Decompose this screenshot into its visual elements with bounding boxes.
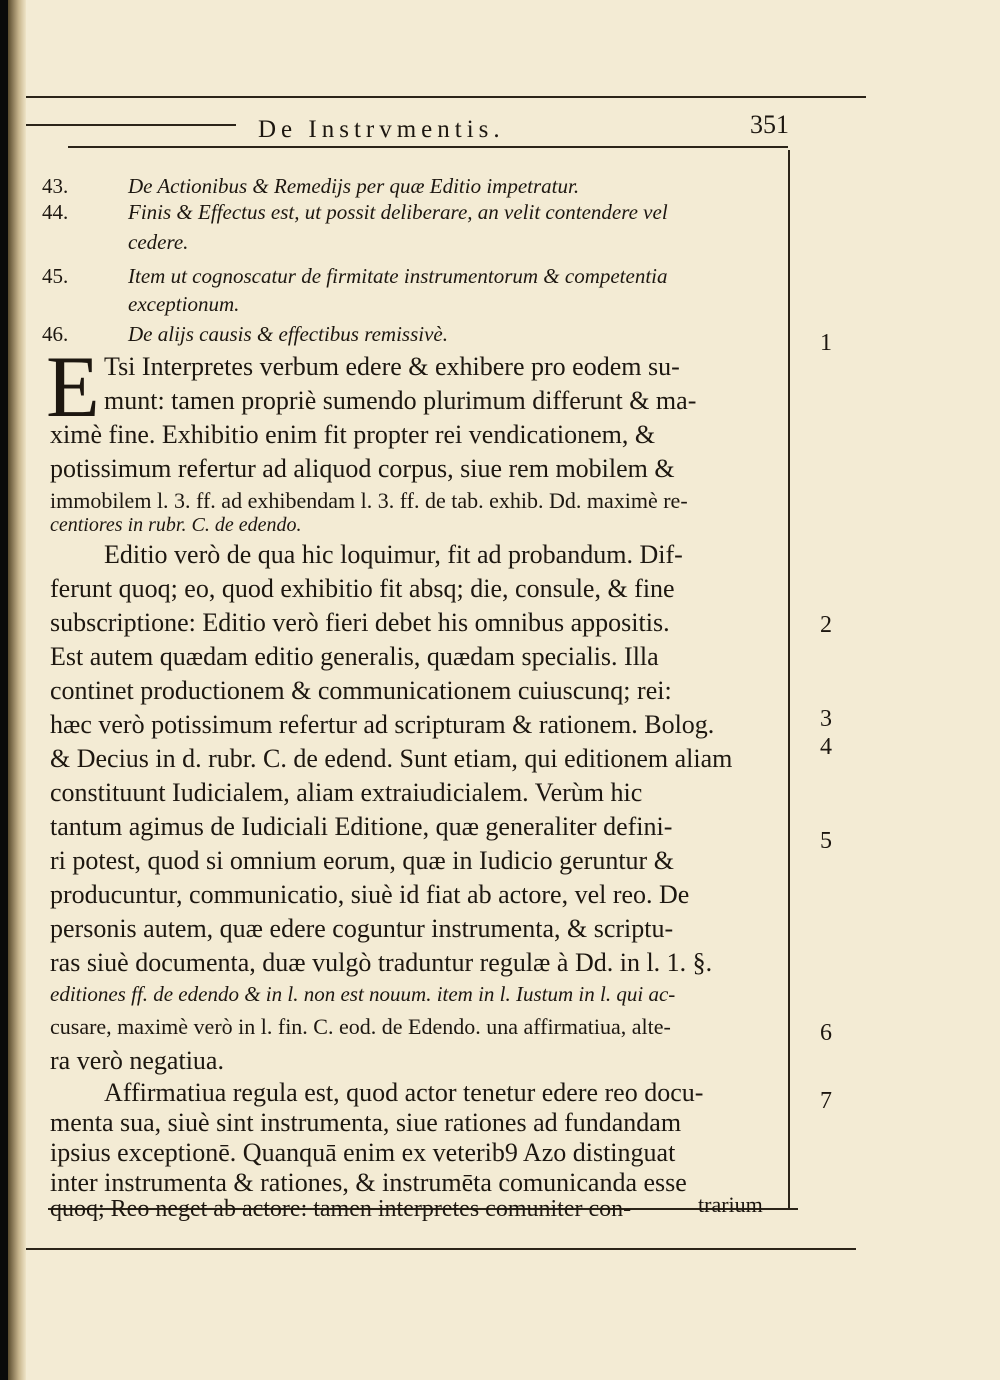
toc-text: De alijs causis & effectibus remissivè. [128,322,449,346]
body-line: ferunt quoq; eo, quod exhibitio fit absq; die, consule, & fine [50,574,675,603]
body-line: tantum agimus de Iudiciali Editione, quæ generaliter defini- [50,812,673,841]
body-line: producuntur, communicatio, siuè id fiat ab actore, vel reo. De [50,880,690,909]
toc-text-continued: exceptionum. [128,292,240,316]
body-line: centiores in rubr. C. de edendo. [50,514,302,536]
page-bottom-rule [26,1248,856,1250]
body-line: inter instrumenta & rationes, & instrumēta comunicanda esse [50,1168,687,1197]
margin-number: 7 [820,1088,832,1114]
drop-cap: E [46,339,100,436]
body-line: munt: tamen propriè sumendo plurimum differunt & ma- [104,386,697,415]
body-line: personis autem, quæ edere coguntur instrumenta, & scriptu- [50,914,674,943]
body-line: ra verò negatiua. [50,1046,224,1075]
body-line: potissimum refertur ad aliquod corpus, siue rem mobilem & [50,454,675,483]
book-page [8,0,1000,1380]
margin-number: 3 [820,706,832,732]
running-header: De Instrvmentis. [258,116,505,143]
catchword: trarium [698,1192,763,1217]
margin-number: 4 [820,734,832,760]
toc-number: 45. [42,264,69,288]
body-line: ipsius exceptionē. Quanquā enim ex veterib9 Azo distinguat [50,1138,676,1167]
top-rule [26,96,866,98]
toc-number: 46. [42,322,69,346]
header-rule-top [26,124,236,126]
body-line: menta sua, siuè sint instrumenta, siue rationes ad fundandam [50,1108,682,1137]
body-line: & Decius in d. rubr. C. de edend. Sunt etiam, qui editionem aliam [50,744,733,773]
body-line: hæc verò potissimum refertur ad scripturam & rationem. Bolog. [50,710,715,739]
toc-text: Finis & Effectus est, ut possit deliberare, an velit contendere vel [128,200,668,224]
header-rule-bottom [68,146,788,148]
body-line: ximè fine. Exhibitio enim fit propter rei vendicationem, & [50,420,656,449]
body-line: continet productionem & communicationem cuiuscunq; rei: [50,676,672,705]
body-line: quoq; Reo neget ab actore: tamen interpretes comuniter con- [50,1196,632,1222]
body-line: editiones ff. de edendo & in l. non est nouum. item in l. Iustum in l. qui ac- [50,982,676,1006]
body-line: Tsi Interpretes verbum edere & exhibere pro eodem su- [104,352,680,381]
toc-text: De Actionibus & Remedijs per quæ Editio impetratur. [128,174,580,198]
margin-number: 6 [820,1020,832,1046]
toc-number: 43. [42,174,69,198]
body-line: Editio verò de qua hic loquimur, fit ad probandum. Dif- [104,540,683,569]
body-line: subscriptione: Editio verò fieri debet his omnibus appositis. [50,608,670,637]
margin-number: 5 [820,828,832,854]
body-line: ri potest, quod si omnium eorum, quæ in Iudicio geruntur & [50,846,674,875]
toc-text-continued: cedere. [128,230,189,254]
body-line: Affirmatiua regula est, quod actor tenetur edere reo docu- [104,1078,704,1107]
body-line: cusare, maximè verò in l. fin. C. eod. de Edendo. una affirmatiua, alte- [50,1014,671,1039]
body-line: Est autem quædam editio generalis, quædam specialis. Illa [50,642,659,671]
margin-number: 2 [820,612,832,638]
body-line: immobilem l. 3. ff. ad exhibendam l. 3. ff. de tab. exhib. Dd. maximè re- [50,488,688,513]
margin-number: 1 [820,330,832,356]
page-binding-shadow [8,0,26,1380]
toc-text: Item ut cognoscatur de firmitate instrumentorum & competentia [128,264,668,288]
body-line: ras siuè documenta, duæ vulgò traduntur regulæ à Dd. in l. 1. §. [50,948,713,977]
page-number: 351 [750,110,789,139]
toc-number: 44. [42,200,69,224]
body-line: constituunt Iudicialem, aliam extraiudicialem. Verùm hic [50,778,643,807]
